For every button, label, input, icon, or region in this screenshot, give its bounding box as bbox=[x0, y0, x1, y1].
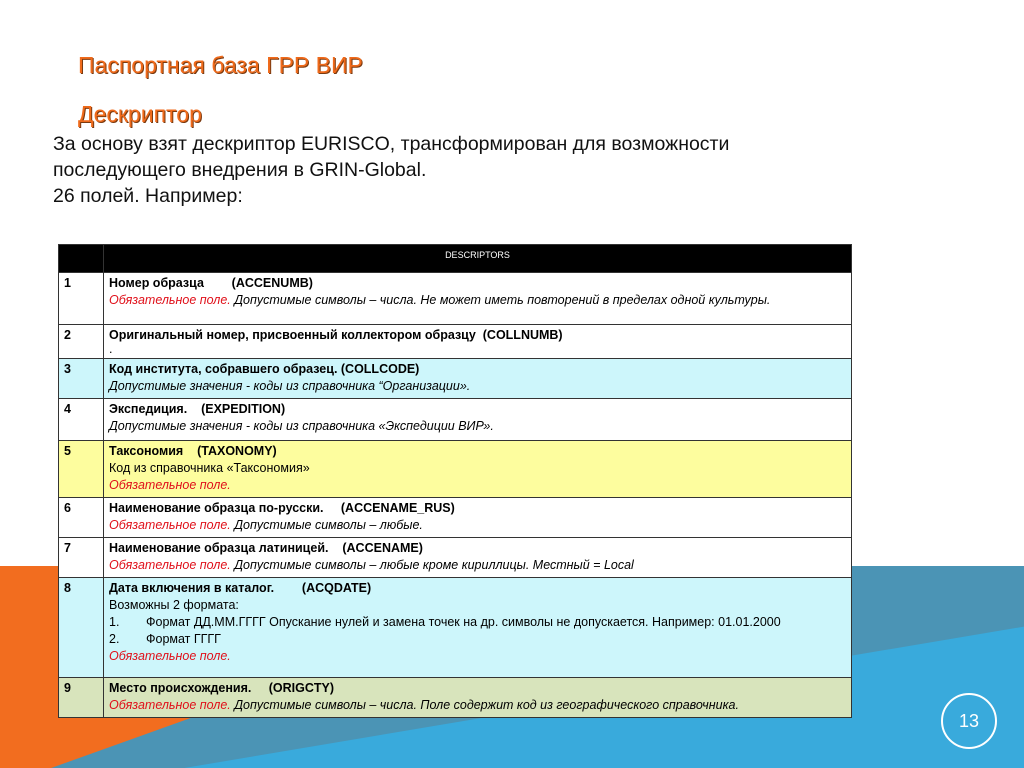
list-item-text: Формат ДД.ММ.ГГГГ Опускание нулей и замена точек на др. символы не допускается. Например: 01.01.2000 bbox=[146, 615, 781, 629]
field-name: Оригинальный номер, присвоенный коллектором образцу (COLLNUMB) bbox=[109, 328, 563, 342]
intro-text bbox=[53, 131, 873, 209]
intro-line-3: 26 полей. Например: bbox=[53, 185, 243, 207]
row-number: 4 bbox=[59, 399, 104, 441]
row-content bbox=[104, 273, 852, 325]
table-row bbox=[59, 678, 852, 718]
description-text: Допустимые символы – числа. Поле содержит код из географического справочника. bbox=[230, 698, 739, 712]
table-row bbox=[59, 359, 852, 399]
table-row bbox=[59, 441, 852, 498]
description-text: Код из справочника «Таксономия» bbox=[109, 461, 310, 475]
row-number: 8 bbox=[59, 578, 104, 678]
row-number: 6 bbox=[59, 498, 104, 538]
description-text: Допустимые символы – числа. Не может иметь повторений в пределах одной культуры. bbox=[230, 293, 771, 307]
description-text: Возможны 2 формата: bbox=[109, 598, 239, 612]
required-note: Обязательное поле. bbox=[109, 478, 231, 492]
description-text: . bbox=[109, 342, 113, 356]
field-description bbox=[109, 517, 846, 534]
row-number: 3 bbox=[59, 359, 104, 399]
description-text: Допустимые символы – любые. bbox=[230, 518, 423, 532]
row-number: 2 bbox=[59, 325, 104, 359]
row-content bbox=[104, 399, 852, 441]
field-description bbox=[109, 292, 846, 309]
list-item bbox=[109, 614, 846, 631]
required-note: Обязательное поле. bbox=[109, 558, 231, 572]
format-list bbox=[109, 614, 846, 648]
description-text: Допустимые значения - коды из справочника «Экспедиции ВИР». bbox=[109, 419, 494, 433]
description-text: Допустимые значения - коды из справочника “Организации». bbox=[109, 379, 471, 393]
intro-line-1: За основу взят дескриптор EURISCO, трансформирован для возможности bbox=[53, 133, 730, 155]
row-number: 9 bbox=[59, 678, 104, 718]
list-item-number: 1. bbox=[109, 615, 120, 629]
required-note: Обязательное поле. bbox=[109, 698, 231, 712]
list-item-text: Формат ГГГГ bbox=[146, 632, 221, 646]
row-number: 1 bbox=[59, 273, 104, 325]
slide-title: Паспортная база ГРР ВИР bbox=[78, 52, 363, 78]
row-number: 5 bbox=[59, 441, 104, 498]
field-description bbox=[109, 557, 846, 574]
table-row bbox=[59, 538, 852, 578]
field-name: Номер образца (ACCENUMB) bbox=[109, 276, 313, 290]
table-row bbox=[59, 325, 852, 359]
slide-subtitle: Дескриптор bbox=[78, 101, 202, 127]
field-name: Дата включения в каталог. (ACQDATE) bbox=[109, 581, 372, 595]
required-note: Обязательное поле. bbox=[109, 293, 231, 307]
field-name: Экспедиция. (EXPEDITION) bbox=[109, 402, 286, 416]
field-description bbox=[109, 697, 846, 714]
field-name: Таксономия (TAXONOMY) bbox=[109, 444, 277, 458]
header-num-cell bbox=[59, 245, 104, 273]
field-name: Наименование образца латиницей. (ACCENAME) bbox=[109, 541, 423, 555]
header-title: DESCRIPTORS bbox=[104, 245, 852, 273]
table-row bbox=[59, 273, 852, 325]
page-number-badge: 13 bbox=[941, 693, 997, 749]
list-item-number: 2. bbox=[109, 632, 120, 646]
field-name: Место происхождения. (ORIGCTY) bbox=[109, 681, 335, 695]
table-row bbox=[59, 578, 852, 678]
row-content bbox=[104, 538, 852, 578]
row-content bbox=[104, 359, 852, 399]
table-row bbox=[59, 498, 852, 538]
list-item bbox=[109, 631, 846, 648]
required-note: Обязательное поле. bbox=[109, 649, 231, 663]
table-row bbox=[59, 399, 852, 441]
table-header-row bbox=[59, 245, 852, 273]
field-name: Наименование образца по-русски. (ACCENAME_RUS) bbox=[109, 501, 455, 515]
descriptors-table bbox=[58, 244, 852, 718]
row-content bbox=[104, 678, 852, 718]
row-content bbox=[104, 325, 852, 359]
row-number: 7 bbox=[59, 538, 104, 578]
row-content bbox=[104, 498, 852, 538]
row-content bbox=[104, 578, 852, 678]
required-note: Обязательное поле. bbox=[109, 518, 231, 532]
intro-line-2: последующего внедрения в GRIN-Global. bbox=[53, 159, 427, 181]
description-text: Допустимые символы – любые кроме кириллицы. Местный = Local bbox=[230, 558, 634, 572]
row-content bbox=[104, 441, 852, 498]
field-name: Код института, собравшего образец. (COLLCODE) bbox=[109, 362, 420, 376]
